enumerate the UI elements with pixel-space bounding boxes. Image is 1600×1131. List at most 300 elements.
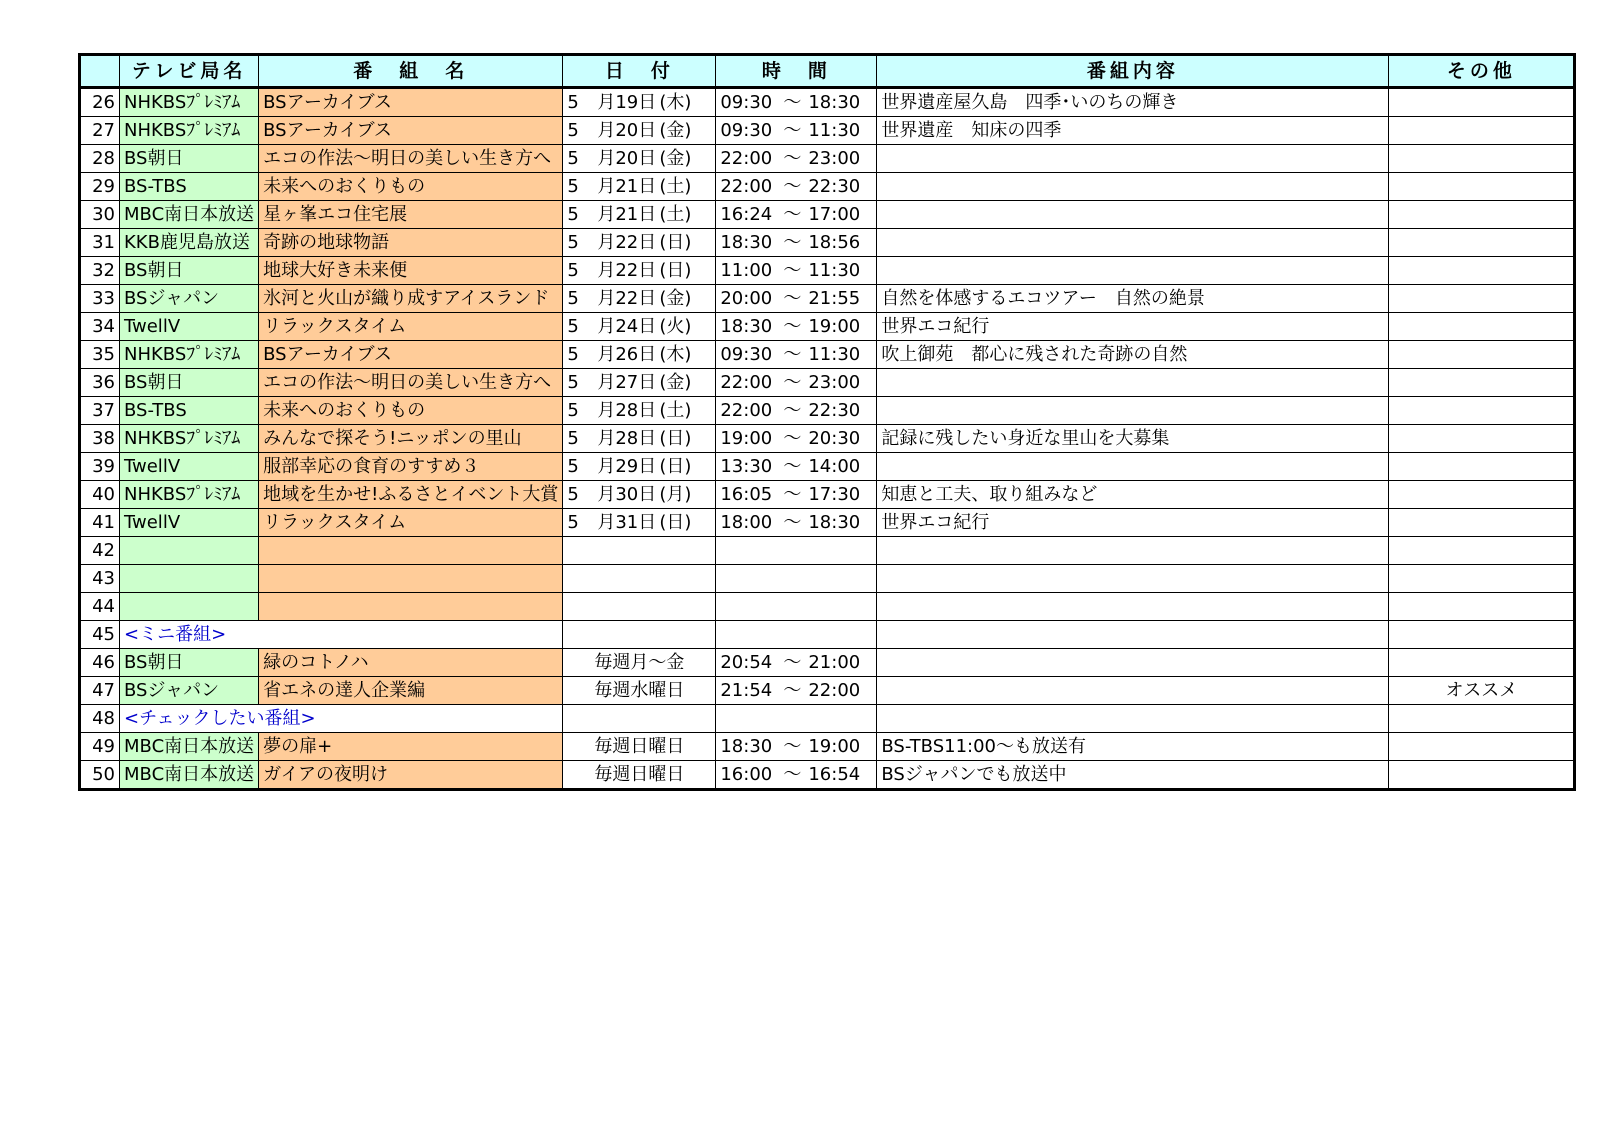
program-schedule-table xyxy=(78,53,1576,791)
date-weekday: (日) xyxy=(659,428,692,449)
content-cell xyxy=(877,649,1389,677)
other-cell xyxy=(1389,425,1575,453)
time-start: 09:30 xyxy=(720,344,773,365)
date-month: 5 xyxy=(567,232,579,253)
date-cell xyxy=(563,453,716,481)
date-weekday: (土) xyxy=(659,204,692,225)
station-cell: NHKBSﾌﾟﾚﾐｱﾑ xyxy=(120,88,259,117)
date-cell xyxy=(563,481,716,509)
time-cell xyxy=(716,705,877,733)
date-month: 5 xyxy=(567,260,579,281)
content-cell xyxy=(877,397,1389,425)
time-separator: ～ xyxy=(783,260,802,281)
program-cell: みんなで探そう!ニッポンの里山 xyxy=(259,425,563,453)
station-cell xyxy=(120,593,259,621)
date-day: 月22日 xyxy=(597,288,657,309)
program-cell xyxy=(259,593,563,621)
date-weekday: (金) xyxy=(659,288,692,309)
time-start: 09:30 xyxy=(720,120,773,141)
time-separator: ～ xyxy=(783,484,802,505)
date-day: 月22日 xyxy=(597,232,657,253)
time-end: 16:54 xyxy=(808,764,861,785)
date-cell xyxy=(563,509,716,537)
schedule-cell: 毎週月～金 xyxy=(563,649,716,677)
row-number: 38 xyxy=(80,425,120,453)
program-cell: 奇跡の地球物語 xyxy=(259,229,563,257)
other-cell xyxy=(1389,705,1575,733)
content-cell xyxy=(877,369,1389,397)
content-cell: BS-TBS11:00～も放送有 xyxy=(877,733,1389,761)
program-cell: リラックスタイム xyxy=(259,509,563,537)
time-separator: ～ xyxy=(783,456,802,477)
table-row xyxy=(80,369,1575,397)
other-cell xyxy=(1389,509,1575,537)
table-row xyxy=(80,117,1575,145)
program-cell: エコの作法～明日の美しい生き方へ xyxy=(259,145,563,173)
time-separator: ～ xyxy=(783,764,802,785)
date-day: 月27日 xyxy=(597,372,657,393)
date-cell xyxy=(563,425,716,453)
other-cell xyxy=(1389,565,1575,593)
other-cell xyxy=(1389,649,1575,677)
date-day: 月30日 xyxy=(597,484,657,505)
other-cell xyxy=(1389,341,1575,369)
date-month: 5 xyxy=(567,400,579,421)
time-cell xyxy=(716,285,877,313)
date-day: 月31日 xyxy=(597,512,657,533)
station-cell: TwellV xyxy=(120,509,259,537)
time-separator: ～ xyxy=(783,344,802,365)
time-separator: ～ xyxy=(783,428,802,449)
station-cell: BS朝日 xyxy=(120,369,259,397)
date-month: 5 xyxy=(567,344,579,365)
row-number: 46 xyxy=(80,649,120,677)
date-weekday: (月) xyxy=(659,484,692,505)
time-cell xyxy=(716,509,877,537)
table-row xyxy=(80,593,1575,621)
time-cell xyxy=(716,761,877,790)
other-cell: オススメ xyxy=(1389,677,1575,705)
date-cell xyxy=(563,117,716,145)
table-row xyxy=(80,733,1575,761)
date-month: 5 xyxy=(567,120,579,141)
time-cell xyxy=(716,481,877,509)
table-row xyxy=(80,229,1575,257)
time-end: 18:30 xyxy=(808,92,861,113)
row-number: 37 xyxy=(80,397,120,425)
header-content: 番組内容 xyxy=(877,55,1389,88)
schedule-cell: 毎週日曜日 xyxy=(563,761,716,790)
content-cell xyxy=(877,173,1389,201)
time-end: 11:30 xyxy=(808,260,861,281)
date-cell xyxy=(563,313,716,341)
date-weekday: (火) xyxy=(659,316,692,337)
time-end: 14:00 xyxy=(808,456,861,477)
time-separator: ～ xyxy=(783,92,802,113)
content-cell: 世界遺産 知床の四季 xyxy=(877,117,1389,145)
time-cell xyxy=(716,257,877,285)
station-cell: NHKBSﾌﾟﾚﾐｱﾑ xyxy=(120,481,259,509)
program-cell: BSアーカイブス xyxy=(259,88,563,117)
time-separator: ～ xyxy=(783,176,802,197)
table-row xyxy=(80,453,1575,481)
date-cell xyxy=(563,705,716,733)
header-other: その他 xyxy=(1389,55,1575,88)
other-cell xyxy=(1389,313,1575,341)
program-cell: リラックスタイム xyxy=(259,313,563,341)
program-cell: BSアーカイブス xyxy=(259,117,563,145)
corner-cell xyxy=(80,55,120,88)
other-cell xyxy=(1389,537,1575,565)
date-cell xyxy=(563,145,716,173)
content-cell xyxy=(877,565,1389,593)
other-cell xyxy=(1389,481,1575,509)
date-day: 月29日 xyxy=(597,456,657,477)
other-cell xyxy=(1389,257,1575,285)
station-cell: NHKBSﾌﾟﾚﾐｱﾑ xyxy=(120,425,259,453)
program-cell: 緑のコトノハ xyxy=(259,649,563,677)
date-day: 月22日 xyxy=(597,260,657,281)
table-row xyxy=(80,509,1575,537)
other-cell xyxy=(1389,173,1575,201)
station-cell: MBC南日本放送 xyxy=(120,201,259,229)
date-weekday: (木) xyxy=(659,92,692,113)
other-cell xyxy=(1389,733,1575,761)
row-number: 36 xyxy=(80,369,120,397)
station-cell: BS朝日 xyxy=(120,145,259,173)
date-weekday: (日) xyxy=(659,232,692,253)
date-day: 月28日 xyxy=(597,428,657,449)
other-cell xyxy=(1389,369,1575,397)
row-number: 26 xyxy=(80,88,120,117)
content-cell xyxy=(877,705,1389,733)
table-row xyxy=(80,537,1575,565)
program-cell: BSアーカイブス xyxy=(259,341,563,369)
program-cell xyxy=(259,565,563,593)
table-row xyxy=(80,565,1575,593)
header-station: テレビ局名 xyxy=(120,55,259,88)
time-cell xyxy=(716,733,877,761)
date-month: 5 xyxy=(567,372,579,393)
date-cell xyxy=(563,369,716,397)
time-cell xyxy=(716,201,877,229)
time-start: 18:30 xyxy=(720,736,773,757)
time-cell xyxy=(716,397,877,425)
schedule-cell: 毎週日曜日 xyxy=(563,733,716,761)
program-cell: 星ヶ峯エコ住宅展 xyxy=(259,201,563,229)
content-cell xyxy=(877,537,1389,565)
time-separator: ～ xyxy=(783,652,802,673)
time-cell xyxy=(716,565,877,593)
time-end: 20:30 xyxy=(808,428,861,449)
date-month: 5 xyxy=(567,428,579,449)
row-number: 29 xyxy=(80,173,120,201)
time-cell xyxy=(716,173,877,201)
content-cell xyxy=(877,229,1389,257)
date-month: 5 xyxy=(567,288,579,309)
time-cell xyxy=(716,229,877,257)
time-end: 21:55 xyxy=(808,288,861,309)
date-cell xyxy=(563,201,716,229)
time-start: 20:54 xyxy=(720,652,773,673)
header-program: 番 組 名 xyxy=(259,55,563,88)
date-weekday: (日) xyxy=(659,456,692,477)
row-number: 45 xyxy=(80,621,120,649)
time-separator: ～ xyxy=(783,400,802,421)
time-end: 17:30 xyxy=(808,484,861,505)
date-weekday: (土) xyxy=(659,176,692,197)
time-cell xyxy=(716,537,877,565)
other-cell xyxy=(1389,145,1575,173)
program-cell: 未来へのおくりもの xyxy=(259,173,563,201)
date-cell xyxy=(563,593,716,621)
time-end: 21:00 xyxy=(808,652,861,673)
station-cell: BSジャパン xyxy=(120,677,259,705)
time-end: 18:30 xyxy=(808,512,861,533)
table-row xyxy=(80,173,1575,201)
table-row xyxy=(80,285,1575,313)
time-cell xyxy=(716,341,877,369)
time-separator: ～ xyxy=(783,204,802,225)
schedule-cell: 毎週水曜日 xyxy=(563,677,716,705)
header-time: 時 間 xyxy=(716,55,877,88)
time-separator: ～ xyxy=(783,148,802,169)
other-cell xyxy=(1389,761,1575,790)
date-day: 月19日 xyxy=(597,92,657,113)
date-day: 月24日 xyxy=(597,316,657,337)
row-number: 41 xyxy=(80,509,120,537)
time-separator: ～ xyxy=(783,288,802,309)
row-number: 49 xyxy=(80,733,120,761)
time-start: 19:00 xyxy=(720,428,773,449)
header-date: 日 付 xyxy=(563,55,716,88)
time-end: 19:00 xyxy=(808,316,861,337)
date-cell xyxy=(563,397,716,425)
other-cell xyxy=(1389,453,1575,481)
content-cell xyxy=(877,677,1389,705)
station-cell: TwellV xyxy=(120,313,259,341)
time-end: 23:00 xyxy=(808,372,861,393)
row-number: 48 xyxy=(80,705,120,733)
other-cell xyxy=(1389,621,1575,649)
station-cell: KKB鹿児島放送 xyxy=(120,229,259,257)
row-number: 44 xyxy=(80,593,120,621)
time-cell xyxy=(716,649,877,677)
time-start: 18:30 xyxy=(720,316,773,337)
station-cell: BS朝日 xyxy=(120,257,259,285)
row-number: 39 xyxy=(80,453,120,481)
content-cell xyxy=(877,257,1389,285)
date-day: 月20日 xyxy=(597,120,657,141)
time-cell xyxy=(716,145,877,173)
date-cell xyxy=(563,565,716,593)
program-cell xyxy=(259,537,563,565)
header-row xyxy=(80,55,1575,88)
row-number: 47 xyxy=(80,677,120,705)
date-cell xyxy=(563,173,716,201)
time-cell xyxy=(716,117,877,145)
time-start: 16:24 xyxy=(720,204,773,225)
time-separator: ～ xyxy=(783,316,802,337)
date-cell xyxy=(563,621,716,649)
time-start: 22:00 xyxy=(720,176,773,197)
time-start: 22:00 xyxy=(720,400,773,421)
time-cell xyxy=(716,425,877,453)
date-weekday: (金) xyxy=(659,120,692,141)
content-cell: 自然を体感するエコツアー 自然の絶景 xyxy=(877,285,1389,313)
date-day: 月26日 xyxy=(597,344,657,365)
date-month: 5 xyxy=(567,484,579,505)
row-number: 31 xyxy=(80,229,120,257)
date-month: 5 xyxy=(567,512,579,533)
time-cell xyxy=(716,593,877,621)
station-cell: MBC南日本放送 xyxy=(120,761,259,790)
date-month: 5 xyxy=(567,204,579,225)
other-cell xyxy=(1389,117,1575,145)
program-cell: 地域を生かせ!ふるさとイベント大賞 xyxy=(259,481,563,509)
date-weekday: (木) xyxy=(659,344,692,365)
station-cell xyxy=(120,537,259,565)
other-cell xyxy=(1389,285,1575,313)
table-row xyxy=(80,201,1575,229)
table-row xyxy=(80,677,1575,705)
table-row xyxy=(80,397,1575,425)
table-row xyxy=(80,257,1575,285)
program-cell: 省エネの達人企業編 xyxy=(259,677,563,705)
time-start: 21:54 xyxy=(720,680,773,701)
time-start: 20:00 xyxy=(720,288,773,309)
date-day: 月20日 xyxy=(597,148,657,169)
row-number: 28 xyxy=(80,145,120,173)
date-cell xyxy=(563,285,716,313)
station-cell: BSジャパン xyxy=(120,285,259,313)
table-row xyxy=(80,341,1575,369)
time-end: 11:30 xyxy=(808,120,861,141)
date-month: 5 xyxy=(567,456,579,477)
time-separator: ～ xyxy=(783,120,802,141)
station-cell: NHKBSﾌﾟﾚﾐｱﾑ xyxy=(120,341,259,369)
date-cell xyxy=(563,341,716,369)
row-number: 40 xyxy=(80,481,120,509)
program-cell: 服部幸応の食育のすすめ３ xyxy=(259,453,563,481)
program-cell: 氷河と火山が織り成すアイスランド xyxy=(259,285,563,313)
table-row xyxy=(80,481,1575,509)
time-end: 18:56 xyxy=(808,232,861,253)
section-label: <チェックしたい番組> xyxy=(120,705,563,733)
row-number: 34 xyxy=(80,313,120,341)
station-cell: TwellV xyxy=(120,453,259,481)
program-cell: ガイアの夜明け xyxy=(259,761,563,790)
time-start: 16:00 xyxy=(720,764,773,785)
date-weekday: (金) xyxy=(659,372,692,393)
content-cell: 世界エコ紀行 xyxy=(877,509,1389,537)
station-cell: BS-TBS xyxy=(120,173,259,201)
row-number: 43 xyxy=(80,565,120,593)
other-cell xyxy=(1389,397,1575,425)
other-cell xyxy=(1389,201,1575,229)
row-number: 30 xyxy=(80,201,120,229)
row-number: 33 xyxy=(80,285,120,313)
date-month: 5 xyxy=(567,176,579,197)
table-row xyxy=(80,425,1575,453)
time-start: 18:30 xyxy=(720,232,773,253)
row-number: 27 xyxy=(80,117,120,145)
program-cell: 地球大好き未来便 xyxy=(259,257,563,285)
program-cell: 夢の扉+ xyxy=(259,733,563,761)
station-cell: MBC南日本放送 xyxy=(120,733,259,761)
row-number: 35 xyxy=(80,341,120,369)
date-cell xyxy=(563,537,716,565)
other-cell xyxy=(1389,229,1575,257)
other-cell xyxy=(1389,593,1575,621)
date-cell xyxy=(563,88,716,117)
time-end: 22:30 xyxy=(808,400,861,421)
content-cell: 吹上御苑 都心に残された奇跡の自然 xyxy=(877,341,1389,369)
date-weekday: (日) xyxy=(659,260,692,281)
date-day: 月28日 xyxy=(597,400,657,421)
time-separator: ～ xyxy=(783,680,802,701)
date-weekday: (日) xyxy=(659,512,692,533)
time-cell xyxy=(716,453,877,481)
time-cell xyxy=(716,621,877,649)
time-start: 16:05 xyxy=(720,484,773,505)
time-separator: ～ xyxy=(783,372,802,393)
content-cell xyxy=(877,593,1389,621)
time-separator: ～ xyxy=(783,736,802,757)
content-cell xyxy=(877,453,1389,481)
section-label: <ミニ番組> xyxy=(120,621,563,649)
time-separator: ～ xyxy=(783,232,802,253)
date-month: 5 xyxy=(567,316,579,337)
date-weekday: (金) xyxy=(659,148,692,169)
station-cell xyxy=(120,565,259,593)
date-month: 5 xyxy=(567,92,579,113)
time-start: 22:00 xyxy=(720,148,773,169)
table-row xyxy=(80,88,1575,117)
date-weekday: (土) xyxy=(659,400,692,421)
time-cell xyxy=(716,313,877,341)
row-number: 50 xyxy=(80,761,120,790)
content-cell: 記録に残したい身近な里山を大募集 xyxy=(877,425,1389,453)
program-cell: 未来へのおくりもの xyxy=(259,397,563,425)
table-row xyxy=(80,705,1575,733)
content-cell xyxy=(877,201,1389,229)
table-row xyxy=(80,761,1575,790)
time-start: 13:30 xyxy=(720,456,773,477)
time-separator: ～ xyxy=(783,512,802,533)
table-row xyxy=(80,621,1575,649)
time-end: 22:00 xyxy=(808,680,861,701)
time-start: 22:00 xyxy=(720,372,773,393)
date-cell xyxy=(563,229,716,257)
time-end: 23:00 xyxy=(808,148,861,169)
table-row xyxy=(80,313,1575,341)
date-day: 月21日 xyxy=(597,176,657,197)
time-end: 22:30 xyxy=(808,176,861,197)
time-end: 11:30 xyxy=(808,344,861,365)
time-start: 18:00 xyxy=(720,512,773,533)
station-cell: NHKBSﾌﾟﾚﾐｱﾑ xyxy=(120,117,259,145)
row-number: 42 xyxy=(80,537,120,565)
time-end: 19:00 xyxy=(808,736,861,757)
time-cell xyxy=(716,369,877,397)
other-cell xyxy=(1389,88,1575,117)
station-cell: BS-TBS xyxy=(120,397,259,425)
time-cell xyxy=(716,88,877,117)
content-cell xyxy=(877,145,1389,173)
date-day: 月21日 xyxy=(597,204,657,225)
content-cell: BSジャパンでも放送中 xyxy=(877,761,1389,790)
